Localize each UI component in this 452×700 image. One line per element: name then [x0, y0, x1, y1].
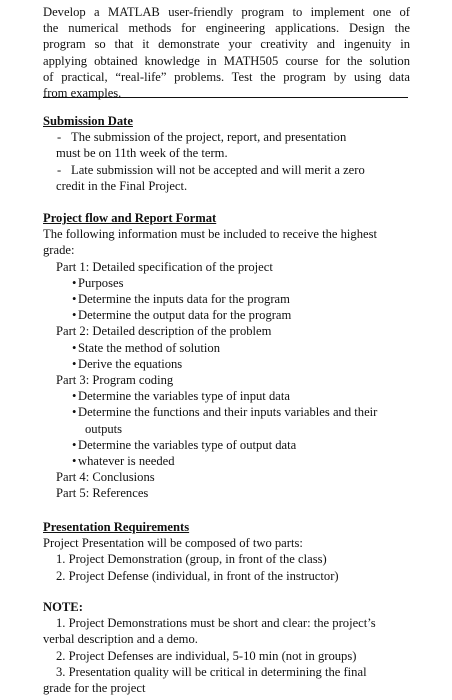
submission-heading: Submission Date — [43, 114, 133, 128]
dash-marker: - — [57, 130, 62, 145]
part-label: Part 5: References — [56, 486, 149, 501]
part-label: Part 4: Conclusions — [56, 470, 155, 485]
list-item — [43, 388, 413, 404]
submission-item-text: Late submission will not be accepted and will merit a zero — [71, 162, 365, 177]
bullet-icon: • — [72, 292, 77, 307]
submission-item-cont: credit in the Final Project. — [56, 178, 188, 193]
list-item-text: Determine the output data for the program — [78, 308, 292, 323]
submission-item — [43, 129, 413, 161]
list-item — [43, 356, 413, 372]
part-label: Part 1: Detailed specification of the project — [56, 259, 273, 274]
project-flow-section — [43, 210, 413, 502]
bullet-icon: • — [72, 389, 77, 404]
dash-marker: - — [57, 162, 62, 177]
list-item-text: Determine the functions and their inputs variables and their — [78, 405, 378, 420]
list-item-text: whatever is needed — [78, 454, 175, 469]
project-flow-intro: The following information must be included to receive the highest — [43, 227, 377, 242]
bullet-icon: • — [72, 437, 77, 452]
list-item-cont: outputs — [85, 421, 123, 436]
list-item-text: Derive the equations — [78, 356, 183, 371]
list-item-text: Determine the variables type of input data — [78, 389, 290, 404]
presentation-heading: Presentation Requirements — [43, 520, 190, 534]
bullet-icon: • — [72, 308, 77, 323]
submission-section — [43, 113, 413, 194]
list-item: 2. Project Defense (individual, in front of the instructor) — [56, 568, 339, 583]
project-flow-intro: grade: — [43, 243, 75, 258]
list-item: 1. Project Demonstrations must be short and clear: the project’s — [56, 616, 376, 631]
presentation-intro: Project Presentation will be composed of two parts: — [43, 536, 303, 551]
divider-rule — [43, 97, 408, 98]
list-item: 1. Project Demonstration (group, in front of the class) — [56, 552, 327, 567]
bullet-icon: • — [72, 340, 77, 355]
list-item — [43, 340, 413, 356]
bullet-icon: • — [72, 405, 77, 420]
list-item: 2. Project Defenses are individual, 5-10 min (not in groups) — [56, 648, 357, 663]
part-label: Part 3: Program coding — [56, 373, 174, 388]
submission-item-text: The submission of the project, report, and presentation — [71, 130, 347, 145]
project-flow-heading: Project flow and Report Format — [43, 211, 217, 225]
note-heading: NOTE: — [43, 600, 83, 614]
list-item-cont: grade for the project — [43, 681, 146, 696]
list-item — [43, 291, 413, 307]
submission-item — [43, 162, 413, 194]
part-label: Part 2: Detailed description of the problem — [56, 324, 272, 339]
list-item-text: State the method of solution — [78, 340, 221, 355]
intro-line: program so that it demonstrate your creativity and ingenuity in — [43, 37, 410, 52]
bullet-icon: • — [72, 275, 77, 290]
note-section — [43, 599, 413, 696]
list-item-text: Determine the inputs data for the program — [78, 292, 290, 307]
intro-line: applying obtained knowledge in MATH505 course for the solution — [43, 53, 410, 68]
submission-item-cont: must be on 11th week of the term. — [56, 146, 228, 161]
intro-line: from examples. — [43, 86, 122, 101]
list-item: 3. Presentation quality will be critical in determining the final — [56, 664, 367, 679]
bullet-icon: • — [72, 454, 77, 469]
intro-line: Develop a MATLAB user-friendly program to implement one of — [43, 5, 410, 19]
presentation-section — [43, 519, 413, 584]
list-item — [43, 453, 413, 469]
list-item-text: Determine the variables type of output data — [78, 437, 297, 452]
intro-line: the numerical methods for engineering applications. Design the — [43, 21, 410, 36]
intro-line: of practical, “real-life” problems. Test the program by using data — [43, 69, 410, 84]
list-item-cont: verbal description and a demo. — [43, 632, 198, 647]
list-item — [43, 437, 413, 453]
intro-paragraph — [43, 4, 410, 101]
bullet-icon: • — [72, 356, 77, 371]
list-item — [43, 275, 413, 291]
list-item — [43, 307, 413, 323]
list-item — [43, 404, 413, 420]
list-item-text: Purposes — [78, 275, 124, 290]
